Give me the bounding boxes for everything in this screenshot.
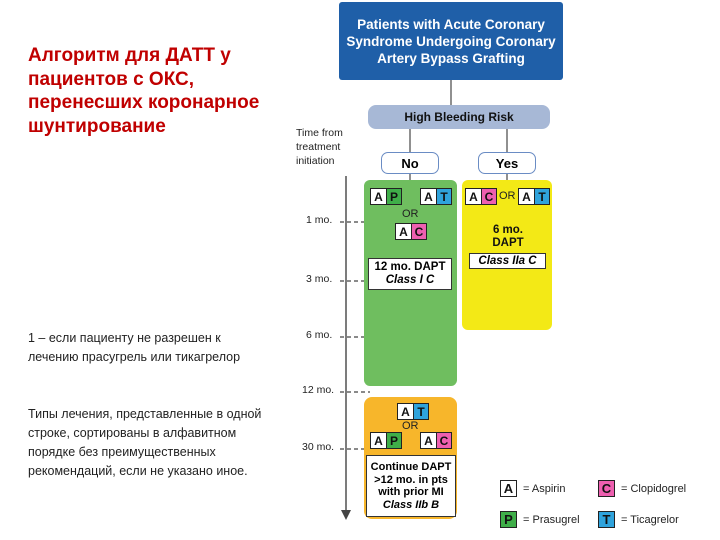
high-bleeding-risk-box: High Bleeding Risk bbox=[368, 105, 550, 129]
recommendation-class: Class IIa C bbox=[478, 254, 537, 267]
prasugrel-legend-square: P bbox=[500, 511, 517, 528]
tick-label-6mo: 6 mo. bbox=[306, 329, 333, 341]
tick-label-3mo: 3 mo. bbox=[306, 273, 333, 285]
footnote-2: Типы лечения, представленные в одной строке, сортированы в алфавитном порядке без преимущественных рекомендаций, если не указано иное. bbox=[28, 407, 262, 478]
no-branch-label: No bbox=[381, 152, 439, 174]
aspirin-square: A bbox=[519, 189, 534, 204]
tick-label-12mo: 12 mo. bbox=[302, 384, 335, 396]
prasugrel-square: P bbox=[386, 189, 401, 204]
clopidogrel-legend-square: C bbox=[598, 480, 615, 497]
clopidogrel-square: C bbox=[436, 433, 451, 448]
recommendation-duration bbox=[470, 224, 546, 250]
tick-label-30mo: 30 mo. bbox=[302, 441, 335, 453]
legend-label: = Aspirin bbox=[523, 482, 566, 495]
recommendation-continue-dapt bbox=[366, 455, 456, 517]
recommendation-duration-line1: 6 mo. bbox=[492, 224, 524, 236]
recommendation-12mo-dapt bbox=[368, 258, 452, 290]
recommendation-class: Class IIb B bbox=[382, 498, 440, 511]
aspirin-square: A bbox=[398, 404, 413, 419]
regimen-aspirin-prasugrel bbox=[370, 188, 402, 205]
recommendation-class-box bbox=[469, 253, 546, 269]
legend-prasugrel bbox=[500, 511, 580, 528]
recommendation-line3: with prior MI bbox=[378, 486, 444, 498]
regimen-aspirin-ticagrelor bbox=[420, 188, 452, 205]
ticagrelor-square: T bbox=[413, 404, 428, 419]
yes-branch-label: Yes bbox=[478, 152, 536, 174]
prasugrel-square: P bbox=[386, 433, 401, 448]
aspirin-square: A bbox=[396, 224, 411, 239]
regimen-aspirin-prasugrel bbox=[370, 432, 402, 449]
regimen-aspirin-clopidogrel bbox=[395, 223, 427, 240]
regimen-aspirin-ticagrelor bbox=[397, 403, 429, 420]
or-label: OR bbox=[402, 420, 419, 432]
legend-label: = Clopidogrel bbox=[621, 482, 687, 495]
aspirin-legend-square: A bbox=[500, 480, 517, 497]
aspirin-square: A bbox=[371, 433, 386, 448]
clopidogrel-square: C bbox=[411, 224, 426, 239]
time-axis-title: Time from treatment initiation bbox=[296, 127, 343, 167]
legend-label: = Prasugrel bbox=[523, 513, 580, 526]
aspirin-square: A bbox=[421, 433, 436, 448]
slide-title: Алгоритм для ДАТТ у пациентов с ОКС, перенесших коронарное шунтирование bbox=[28, 45, 260, 137]
ticagrelor-square: T bbox=[534, 189, 549, 204]
recommendation-duration: 12 mo. DAPT bbox=[374, 261, 446, 273]
legend-aspirin bbox=[500, 480, 566, 497]
legend-label: = Ticagrelor bbox=[621, 513, 679, 526]
clopidogrel-square: C bbox=[481, 189, 496, 204]
time-axis-arrow bbox=[341, 176, 351, 520]
patient-population-box: Patients with Acute Coronary Syndrome Undergoing Coronary Artery Bypass Grafting bbox=[339, 2, 563, 80]
aspirin-square: A bbox=[371, 189, 386, 204]
legend-clopidogrel bbox=[598, 480, 686, 497]
footnote-1: 1 – если пациенту не разрешен к лечению прасугрель или тикагрелор bbox=[28, 331, 241, 364]
legend-ticagrelor bbox=[598, 511, 679, 528]
or-label: OR bbox=[499, 190, 516, 202]
or-label: OR bbox=[402, 208, 419, 220]
regimen-aspirin-clopidogrel bbox=[420, 432, 452, 449]
regimen-aspirin-clopidogrel bbox=[465, 188, 497, 205]
recommendation-class: Class I C bbox=[385, 274, 435, 286]
recommendation-line1: Continue DAPT bbox=[370, 461, 452, 473]
ticagrelor-legend-square: T bbox=[598, 511, 615, 528]
aspirin-square: A bbox=[421, 189, 436, 204]
tick-label-1mo: 1 mo. bbox=[306, 214, 333, 226]
regimen-aspirin-ticagrelor bbox=[518, 188, 550, 205]
recommendation-duration-line2: DAPT bbox=[492, 237, 524, 249]
aspirin-square: A bbox=[466, 189, 481, 204]
ticagrelor-square: T bbox=[436, 189, 451, 204]
recommendation-line2: >12 mo. in pts bbox=[374, 473, 448, 486]
